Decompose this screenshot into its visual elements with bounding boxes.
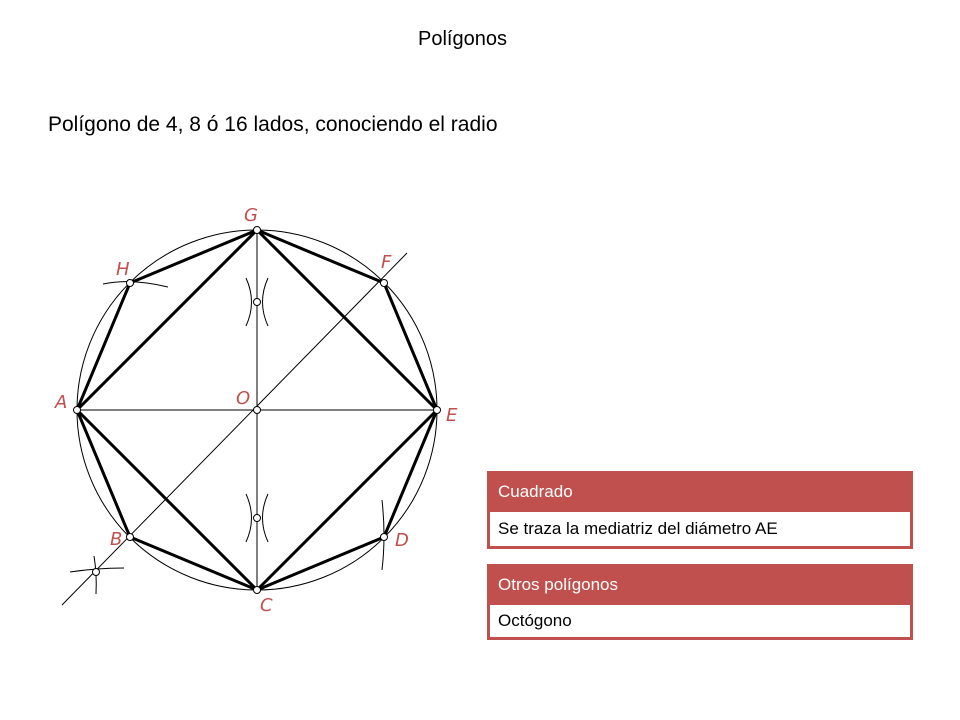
- point-c: [254, 587, 261, 594]
- point-o: [254, 407, 261, 414]
- panel-cuadrado-header[interactable]: Cuadrado: [498, 482, 573, 501]
- panel-otros-poligonos: [487, 564, 913, 640]
- label-d: D: [395, 530, 409, 551]
- panel-otros-body[interactable]: Octógono: [490, 605, 910, 637]
- point-e: [434, 407, 441, 414]
- page-title: Polígonos: [418, 28, 507, 50]
- point-h: [127, 280, 134, 287]
- label-e: E: [446, 405, 458, 426]
- page-subtitle: Polígono de 4, 8 ó 16 lados, conociendo el radio: [48, 113, 498, 136]
- label-f: F: [381, 252, 392, 273]
- point-a: [74, 407, 81, 414]
- point-f: [381, 280, 388, 287]
- point-g: [254, 227, 261, 234]
- label-a: A: [55, 392, 68, 413]
- panel-cuadrado-body: Se traza la mediatriz del diámetro AE: [490, 512, 910, 546]
- label-h: H: [116, 259, 130, 280]
- label-c: C: [260, 595, 273, 616]
- point-bisect-aux: [93, 569, 100, 576]
- label-b: B: [110, 529, 123, 550]
- point-d: [381, 534, 388, 541]
- label-g: G: [244, 205, 258, 226]
- point-b: [127, 534, 134, 541]
- label-o: O: [236, 388, 251, 409]
- bisector-line: [62, 253, 407, 605]
- point-bisect-top: [254, 299, 261, 306]
- panel-otros-header[interactable]: Otros polígonos: [498, 575, 619, 594]
- point-bisect-bottom: [254, 515, 261, 522]
- panel-cuadrado: [487, 471, 913, 549]
